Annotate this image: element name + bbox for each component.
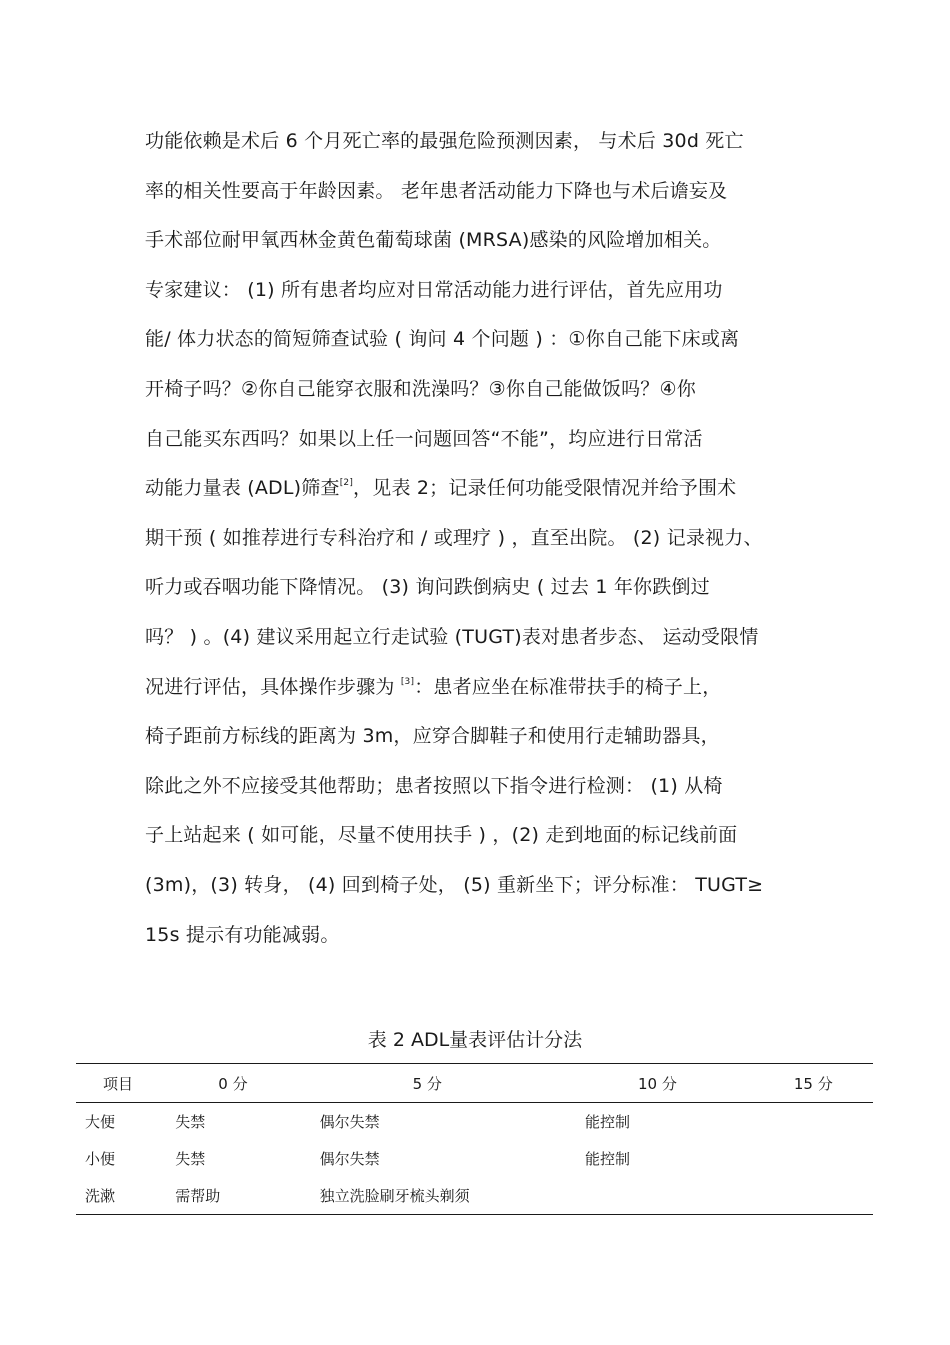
table-cell: 能控制 [585,1150,631,1168]
header-cell-0: 0 分 [218,1074,248,1093]
body-line: 听力或吞咽功能下降情况。 (3) 询问跌倒病史 ( 过去 1 年你跌倒过 [145,576,710,599]
table-cell [585,1177,789,1215]
table-cell [789,1140,873,1177]
header-cell-10: 10 分 [638,1074,677,1093]
header-cell-item: 项目 [103,1074,134,1093]
body-line: 除此之外不应接受其他帮助；患者按照以下指令进行检测： (1) 从椅 [145,774,723,797]
body-line: 吗？ ) 。(4) 建议采用起立行走试验 (TUGT)表对患者步态、 运动受限情 [145,625,759,648]
table-row [76,1140,873,1177]
body-line: 椅子距前方标线的距离为 3m，应穿合脚鞋子和使用行走辅助器具， [145,725,720,748]
table-cell: 小便 [85,1150,116,1168]
body-line: 功能依赖是术后 6 个月死亡率的最强危险预测因素， 与术后 30d 死亡 [145,130,744,152]
body-line: 手术部位耐甲氧西林金黄色葡萄球菌 (MRSA)感染的风险增加相关。 [145,229,722,252]
body-line: 能/ 体力状态的简短筛查试验 ( 询问 4 个问题 ) ：①你自己能下床或离 [145,328,740,351]
body-line: 15s 提示有功能减弱。 [145,923,340,946]
citation-ref: [3] [400,676,415,687]
table-cell: 失禁 [175,1113,206,1131]
body-line: 期干预 ( 如推荐进行专科治疗和 / 或理疗 ) ，直至出院。 (2) 记录视力、 [145,526,763,549]
citation-ref: [2] [339,478,354,489]
table-cell: 失禁 [175,1150,206,1168]
body-line: 自己能买东西吗？如果以上任一问题回答“不能”，均应进行日常活 [145,427,703,450]
body-line: 况进行评估，具体操作步骤为 [3]：患者应坐在标准带扶手的椅子上， [145,675,722,698]
table-header-row [76,1064,873,1103]
table-cell: 偶尔失禁 [319,1113,380,1131]
table-cell [789,1103,873,1141]
body-line: 动能力量表 (ADL)筛查[2]，见表 2；记录任何功能受限情况并给予围术 [145,477,737,500]
table-row [76,1177,873,1215]
table-caption: 表 2 ADL量表评估计分法 [367,1029,583,1051]
table-row [76,1103,873,1141]
table-cell: 需帮助 [175,1187,221,1205]
adl-score-table [76,1063,873,1215]
header-cell-5: 5 分 [412,1074,442,1093]
table-cell: 洗漱 [85,1187,116,1205]
body-line: 子上站起来 ( 如可能，尽量不使用扶手 ) ，(2) 走到地面的标记线前面 [145,824,738,847]
table-cell [789,1177,873,1215]
body-line: 开椅子吗？②你自己能穿衣服和洗澡吗？③你自己能做饭吗？④你 [145,377,696,400]
body-paragraph [145,122,810,965]
table-cell: 大便 [85,1113,116,1131]
body-line: 专家建议： (1) 所有患者均应对日常活动能力进行评估，首先应用功 [145,278,723,301]
table-cell: 独立洗脸刷牙梳头剃须 [319,1187,470,1205]
table-cell: 能控制 [585,1113,631,1131]
body-line: (3m)，(3) 转身， (4) 回到椅子处， (5) 重新坐下；评分标准： TUGT≥ [145,873,764,896]
header-cell-15: 15 分 [793,1074,833,1093]
table-cell: 偶尔失禁 [319,1150,380,1168]
body-line: 率的相关性要高于年龄因素。 老年患者活动能力下降也与术后谵妄及 [145,179,728,202]
